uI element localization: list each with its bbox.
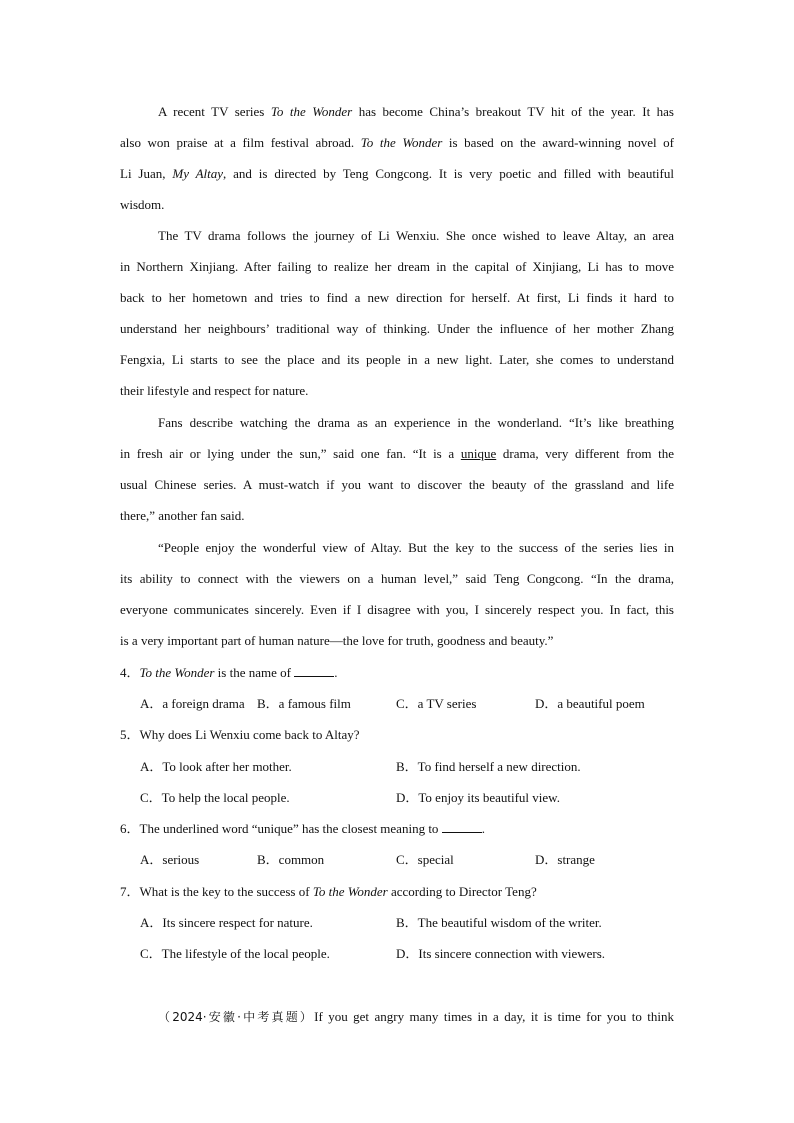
question-7-option-b[interactable]: B．The beautiful wisdom of the writer. (396, 915, 602, 930)
title-italic: My Altay (172, 166, 224, 181)
text-span: If you get angry many times in a day, it is time for you to think (314, 1009, 674, 1024)
text-line: The TV drama follows the journey of Li Wenxiu. She once wished to leave Altay, an area (158, 228, 674, 243)
question-7-stem (120, 882, 537, 902)
question-6-option-a[interactable]: A．serious (140, 852, 200, 867)
answer-blank[interactable] (442, 820, 482, 833)
title-italic: To the Wonder (360, 135, 443, 150)
text-span: The underlined word “unique” has the closest meaning to (139, 821, 442, 836)
text-line: usual Chinese series. A must-watch if you want to discover the beauty of the grassland and life (120, 477, 674, 492)
underlined-word: unique (460, 446, 497, 461)
question-4-option-a[interactable]: A．a foreign drama (140, 696, 245, 711)
title-italic: To the Wonder (139, 665, 215, 680)
question-7-option-d[interactable]: D．Its sincere connection with viewers. (396, 946, 606, 961)
text-line: understand her neighbours’ traditional way of thinking. Under the influence of her mother Zhang (120, 321, 674, 336)
text-line: its ability to connect with the viewers on a human level,” said Teng Congcong. “In the drama, (120, 571, 674, 586)
text-line: is a very important part of human nature—the love for truth, goodness and beauty.” (120, 633, 554, 648)
text-span: , and is directed by Teng Congcong. It is very poetic and filled with beautiful (223, 166, 674, 181)
question-5-option-a[interactable]: A．To look after her mother. (140, 759, 292, 774)
question-number: 7． (120, 884, 140, 899)
question-4-option-c[interactable]: C．a TV series (396, 696, 477, 711)
next-passage-first-line (120, 1007, 674, 1027)
text-span: also won praise at a film festival abroad. (120, 135, 361, 150)
text-line (120, 133, 674, 153)
text-line (120, 164, 674, 184)
text-span: What is the key to the success of (139, 884, 313, 899)
text-span: . (334, 665, 338, 680)
title-italic: To the Wonder (312, 884, 388, 899)
text-line: everyone communicates sincerely. Even if I disagree with you, I sincerely respect you. In fact, this (120, 602, 674, 617)
exam-source-label: （2024·安徽·中考真题） (158, 1010, 315, 1024)
question-5-option-b[interactable]: B．To find herself a new direction. (396, 759, 581, 774)
text-line: Fans describe watching the drama as an experience in the wonderland. “It’s like breathing (158, 415, 674, 430)
text-line (120, 102, 674, 122)
text-line: in Northern Xinjiang. After failing to realize her dream in the capital of Xinjiang, Li has to move (120, 259, 674, 274)
text-span: . (481, 821, 485, 836)
text-span: according to Director Teng? (387, 884, 537, 899)
title-italic: To the Wonder (270, 104, 353, 119)
text-span: has become China’s breakout TV hit of the year. It has (352, 104, 674, 119)
text-span: is the name of (214, 665, 295, 680)
answer-blank[interactable] (294, 664, 334, 677)
text-line: back to her hometown and tries to find a new direction for herself. At first, Li finds it hard to (120, 290, 674, 305)
question-5-option-d[interactable]: D．To enjoy its beautiful view. (396, 790, 560, 805)
text-line: their lifestyle and respect for nature. (120, 383, 309, 398)
text-span: Li Juan, (120, 166, 173, 181)
question-7-option-c[interactable]: C．The lifestyle of the local people. (140, 946, 330, 961)
text-line: wisdom. (120, 197, 165, 212)
question-4-option-d[interactable]: D．a beautiful poem (535, 696, 645, 711)
question-number: 4． (120, 665, 140, 680)
text-line: “People enjoy the wonderful view of Altay. But the key to the success of the series lies in (158, 540, 674, 555)
text-line (120, 444, 674, 464)
text-span: is based on the award-winning novel of (442, 135, 674, 150)
question-7-option-a[interactable]: A．Its sincere respect for nature. (140, 915, 313, 930)
question-6-option-c[interactable]: C．special (396, 852, 454, 867)
question-4-option-b[interactable]: B．a famous film (257, 696, 351, 711)
question-6-option-b[interactable]: B．common (257, 852, 325, 867)
text-span: Why does Li Wenxiu come back to Altay? (139, 727, 360, 742)
question-6-option-d[interactable]: D．strange (535, 852, 595, 867)
text-span: drama, very different from the (496, 446, 674, 461)
question-4-stem (120, 663, 337, 683)
question-6-stem (120, 819, 485, 839)
text-line: there,” another fan said. (120, 508, 245, 523)
text-span: A recent TV series (158, 104, 271, 119)
question-5-option-c[interactable]: C．To help the local people. (140, 790, 290, 805)
question-5-stem (120, 725, 360, 745)
text-line: Fengxia, Li starts to see the place and its people in a new light. Later, she comes to understand (120, 352, 674, 367)
question-number: 6． (120, 821, 140, 836)
text-span: in fresh air or lying under the sun,” said one fan. “It is a (120, 446, 461, 461)
question-number: 5． (120, 727, 140, 742)
